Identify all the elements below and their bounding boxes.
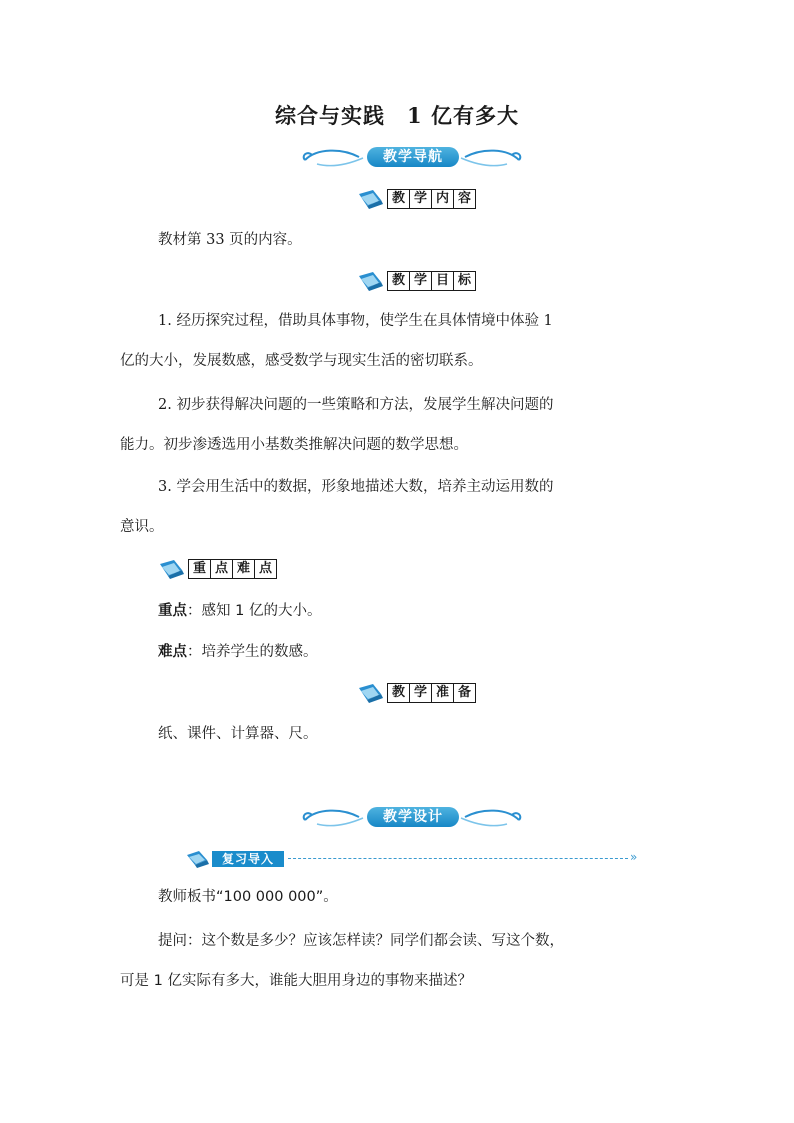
book-icon — [357, 682, 385, 704]
difficulty-line — [158, 642, 318, 662]
goal-3-line2: 意识。 — [120, 519, 164, 535]
banner-label: 教学设计 — [367, 807, 459, 827]
title-part2: 1 亿有多大 — [407, 103, 519, 128]
section-char: 备 — [457, 685, 471, 700]
section-char: 目 — [432, 272, 454, 290]
chevron-arrows-icon: » — [630, 850, 638, 864]
keypoint-text: ：感知 1 亿的大小。 — [187, 603, 322, 619]
section-char: 教 — [388, 272, 410, 290]
difficulty-label: 难点 — [158, 644, 187, 660]
content-text: 教材第 33 页的内容。 — [158, 232, 302, 248]
banner-teaching-design — [297, 802, 527, 832]
section-char: 容 — [457, 191, 471, 206]
section-char: 内 — [432, 190, 454, 208]
review-tag — [186, 849, 646, 869]
section-char: 准 — [432, 684, 454, 702]
section-char: 学 — [410, 272, 432, 290]
book-icon — [357, 270, 385, 292]
book-icon — [186, 849, 210, 869]
page-title — [0, 100, 794, 130]
section-char: 点 — [211, 560, 233, 578]
question-line2: 可是 1 亿实际有多大，谁能大胆用身边的事物来描述？ — [120, 973, 472, 989]
goal-1-line1: 1. 经历探究过程，借助具体事物，使学生在具体情境中体验 1 — [158, 313, 553, 329]
goal-2-line1: 2. 初步获得解决问题的一些策略和方法，发展学生解决问题的 — [158, 397, 554, 413]
review-tag-label: 复习导入 — [212, 851, 284, 867]
banner-label: 教学导航 — [367, 147, 459, 167]
question-line1: 提问：这个数是多少？应该怎样读？同学们都会读、写这个数， — [158, 933, 564, 949]
book-icon — [158, 558, 186, 580]
banner-teaching-guide — [297, 142, 527, 172]
section-char: 学 — [410, 190, 432, 208]
section-char: 学 — [410, 684, 432, 702]
section-char: 教 — [388, 684, 410, 702]
book-icon — [357, 188, 385, 210]
section-char: 点 — [258, 561, 272, 576]
prep-text: 纸、课件、计算器、尺。 — [158, 726, 318, 742]
dashed-divider — [288, 858, 628, 859]
keypoint-line — [158, 601, 321, 621]
goal-3-line1: 3. 学会用生活中的数据，形象地描述大数，培养主动运用数的 — [158, 479, 554, 495]
title-part1: 综合与实践 — [275, 103, 386, 128]
board-text: 教师板书“100 000 000”。 — [158, 889, 338, 905]
section-char: 难 — [233, 560, 255, 578]
section-char: 教 — [388, 190, 410, 208]
goal-1-line2: 亿的大小，发展数感，感受数学与现实生活的密切联系。 — [120, 353, 483, 369]
section-char: 标 — [457, 273, 471, 288]
difficulty-text: ：培养学生的数感。 — [187, 644, 318, 660]
keypoint-label: 重点 — [158, 603, 187, 619]
section-char: 重 — [189, 560, 211, 578]
goal-2-line2: 能力。初步渗透选用小基数类推解决问题的数学思想。 — [120, 437, 468, 453]
